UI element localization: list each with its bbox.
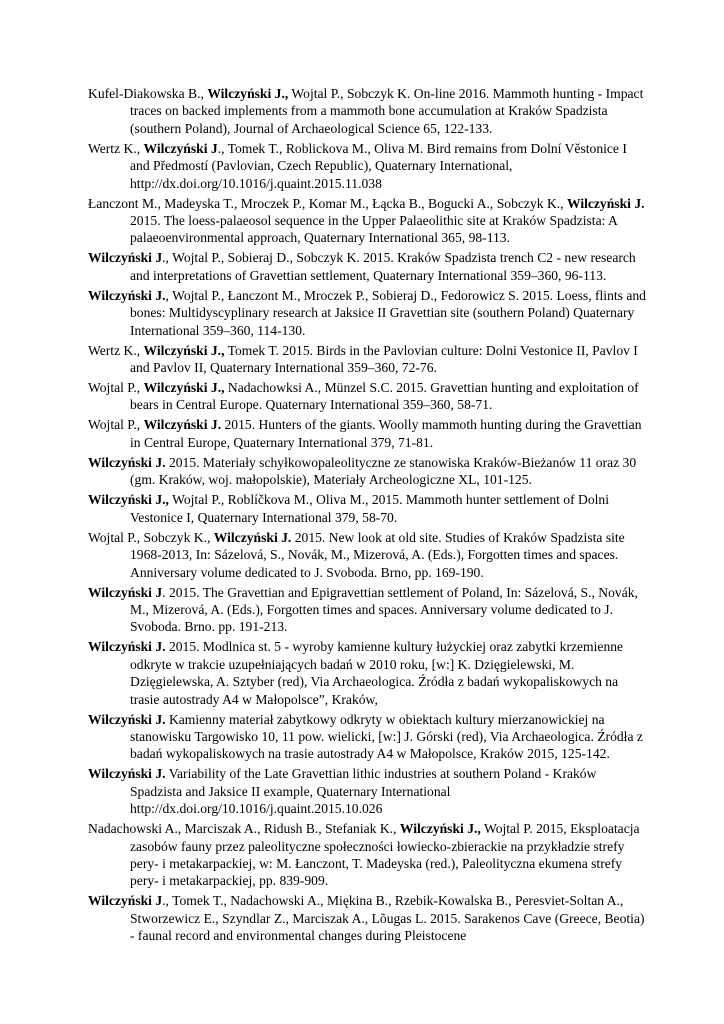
author-highlight: Wilczyński J.,	[88, 492, 169, 508]
reference-text: Wojtal P. 2015, Eksploatacja zasobów fauny przez paleolityczne społeczności łowiecko-zbierackie na przykładzie strefy pery- i metakarpackiej, w: M. Łanczont, T. Madeyska (red.), Paleolityczna ekumena strefy pery- i metakarpackiej, pp. 839-909.	[130, 821, 640, 889]
reference-entry	[88, 765, 648, 817]
reference-text: ., Tomek T., Nadachowski A., Miękina B., Rzebik-Kowalska B., Peresviet-Soltan A., Stworzewicz E., Szyndlar Z., Marciszak A., Lõugas L. 2015. Sarakenos Cave (Greece, Beotia) - faunal record and environmental changes during Pleistocene	[130, 893, 645, 944]
reference-text: Nadachowski A., Marciszak A., Ridush B., Stefaniak K.,	[88, 821, 400, 837]
reference-entry	[88, 638, 648, 708]
reference-entry	[88, 491, 648, 526]
reference-entry	[88, 892, 648, 944]
reference-text: 2015. Modlnica st. 5 - wyroby kamienne kultury łużyckiej oraz zabytki krzemienne odkryte w trakcie uzupełniających badań w 2010 roku, [w:] K. Dzięgielewski, M. Dzięgielewska, A. Sztyber (red), Via Archaeologica. Źródła z badań wykopaliskowych na trasie autostrady A4 w Małopolsce”, Kraków,	[130, 639, 624, 707]
reference-entry	[88, 416, 648, 451]
reference-text: 2015. Materiały schyłkowopaleolityczne ze stanowiska Kraków-Bieżanów 11 oraz 30 (gm. Kraków, woj. małopolskie), Materiały Archeologiczne XL, 101-125.	[130, 454, 637, 488]
reference-text: Wertz K.,	[88, 140, 144, 156]
reference-text: ., Wojtal P., Sobieraj D., Sobczyk K. 2015. Kraków Spadzista trench C2 - new research and interpretations of Gravettian settlement, Quaternary International 359–360, 96-113.	[130, 250, 636, 283]
author-highlight: Wilczyński J.	[88, 287, 166, 303]
reference-text: Łanczont M., Madeyska T., Mroczek P., Komar M., Łącka B., Bogucki A., Sobczyk K.,	[88, 195, 567, 211]
author-highlight: Wilczyński J.,	[399, 821, 481, 837]
reference-text: Wojtal P.,	[88, 417, 144, 433]
reference-text: Kufel-Diakowska B.,	[88, 86, 208, 101]
reference-text: Kamienny materiał zabytkowy odkryty w obiektach kultury mierzanowickiej na stanowisku Targowisko 10, 11 pow. wielicki, [w:] J. Górski (red), Via Archaeologica. Źródła z badań wykopaliskowych na trasie autostrady A4 w Małopolsce, Kraków 2015, 125-142.	[130, 711, 643, 762]
author-highlight: Wilczyński J.	[88, 711, 166, 727]
author-highlight: Wilczyński J.	[213, 529, 292, 545]
reference-entry	[88, 584, 648, 636]
reference-entry	[88, 342, 648, 377]
reference-entry	[88, 454, 648, 489]
reference-entry	[88, 85, 648, 137]
reference-entry	[88, 249, 648, 284]
author-highlight: Wilczyński J.	[143, 417, 222, 433]
reference-text: 2015. Hunters of the giants. Woolly mammoth hunting during the Gravettian in Central Europe, Quaternary International 379, 71-81.	[130, 417, 642, 450]
reference-text: Wojtal P., Roblíčkova M., Oliva M., 2015. Mammoth hunter settlement of Dolni Vestonice I, Quaternary International 379, 58-70.	[130, 492, 609, 525]
reference-text: 2015. The loess-palaeosol sequence in the Upper Palaeolithic site at Kraków Spadzista: A palaeoenvironmental approach, Quaternary International 365, 98-113.	[130, 213, 618, 246]
reference-entry	[88, 287, 648, 339]
author-highlight: Wilczyński J.,	[207, 86, 289, 101]
reference-entry	[88, 140, 648, 192]
reference-text: . 2015. The Gravettian and Epigravettian settlement of Poland, In: Sázelová, S., Novák, M., Mizerová, A. (Eds.), Forgotten times and spaces. Anniversary volume dedicated to J. Svoboda. Brno. pp. 191-213.	[130, 584, 638, 635]
author-highlight: Wilczyński J	[143, 140, 218, 156]
reference-text: Tomek T. 2015. Birds in the Pavlovian culture: Dolni Vestonice II, Pavlov I and Pavlov II, Quaternary International 359–360, 72-76.	[130, 342, 638, 376]
reference-text: Wojtal P.,	[88, 380, 144, 396]
author-highlight: Wilczyński J.	[88, 639, 166, 655]
reference-text: ., Tomek T., Roblickova M., Oliva M. Bird remains from Dolní Věstonice I and Předmostí (Pavlovian, Czech Republic), Quaternary International, http://dx.doi.org/10.1016/j.quaint.2015.11.038	[130, 140, 627, 191]
author-highlight: Wilczyński J	[88, 893, 163, 909]
author-highlight: Wilczyński J.	[88, 766, 166, 782]
author-highlight: Wilczyński J.	[566, 195, 645, 211]
reference-text: , Wojtal P., Łanczont M., Mroczek P., Sobieraj D., Fedorowicz S. 2015. Loess, flints and bones: Multidyscyplinary research at Jaksice II Gravettian site (southern Poland) Quaternary International 359–360, 114-130.	[130, 287, 646, 338]
reference-text: Nadachowksi A., Münzel S.C. 2015. Gravettian hunting and exploitation of bears in Central Europe. Quaternary International 359–360, 58-71.	[130, 380, 639, 413]
reference-text: Wertz K.,	[88, 342, 144, 358]
author-highlight: Wilczyński J.	[88, 454, 166, 470]
author-highlight: Wilczyński J.,	[143, 342, 225, 358]
reference-entry	[88, 820, 648, 890]
reference-list	[88, 85, 648, 947]
reference-entry	[88, 529, 648, 581]
author-highlight: Wilczyński J.,	[143, 380, 225, 396]
author-highlight: Wilczyński J	[88, 250, 163, 266]
reference-entry	[88, 711, 648, 763]
reference-entry	[88, 379, 648, 414]
reference-text: Wojtal P., Sobczyk K.,	[88, 529, 214, 545]
reference-text: Variability of the Late Gravettian lithic industries at southern Poland - Kraków Spadzista and Jaksice II example, Quaternary International http://dx.doi.org/10.1016/j.quaint.2015.10.026	[130, 766, 597, 817]
reference-entry	[88, 195, 648, 247]
reference-text: 2015. New look at old site. Studies of Kraków Spadzista site 1968-2013, In: Sázelová, S., Novák, M., Mizerová, A. (Eds.), Forgotten times and spaces. Anniversary volume dedicated to J. Svoboda. Brno, pp. 169-190.	[130, 529, 625, 580]
reference-text: Wojtal P., Sobczyk K. On-line 2016. Mammoth hunting - Impact traces on backed implements from a mammoth bone accumulation at Kraków Spadzista (southern Poland), Journal of Archaeological Science 65, 122-133.	[130, 86, 644, 136]
author-highlight: Wilczyński J	[88, 584, 163, 600]
